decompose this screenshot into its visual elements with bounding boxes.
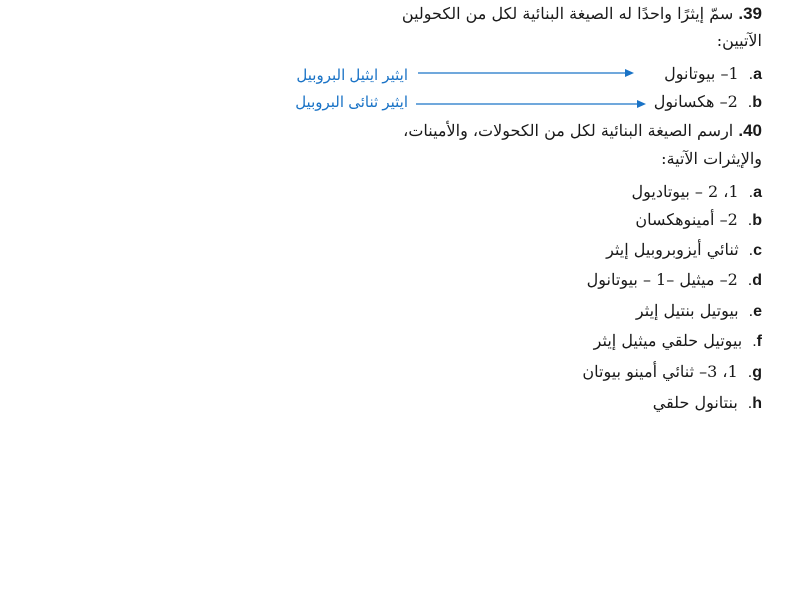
question-40-number: 40. [738,121,762,140]
q40-item-a-text: 1، 2 – بيوتاديول [631,182,739,201]
q39-item-a-letter: a. [748,66,762,83]
q40-item-b-letter: b. [747,212,762,229]
q40-item-e [636,301,762,321]
question-39-line-1 [402,4,762,24]
question-40-line-1 [403,121,762,141]
q40-item-g-letter: g. [747,364,762,381]
q40-item-a [632,182,763,202]
q39-answer-b: ايثير ثنائى البروبيل [295,94,408,111]
q39-item-b-text: 2– هكسانول [653,92,738,111]
q40-item-e-letter: e. [748,303,762,320]
q40-item-h-letter: h. [747,395,762,412]
q39-item-a [664,64,762,84]
question-39-number: 39. [738,4,762,23]
question-39-text: سمّ إيثرًا واحدًا له الصيغة البنائية لكل من الكحولين [401,4,734,23]
q40-item-h [653,393,762,413]
q39-answer-a: ايثير ايثيل البروبيل [296,67,408,84]
q40-item-f-text: بيوتيل حلقي ميثيل إيثر [593,331,743,350]
q40-item-d-text: 2– ميثيل –1 – بيوتانول [586,270,738,289]
q40-item-d-letter: d. [747,272,762,289]
answer-a-arrow-icon [418,67,638,79]
q40-item-g-text: 1، 3– ثنائي أمينو بيوتان [582,362,738,381]
q40-item-b-text: 2– أمينوهكسان [635,210,738,229]
q40-item-b [635,210,762,230]
q40-item-c-text: ثنائي أيزوبروبيل إيثر [606,240,739,259]
q39-item-b-letter: b. [747,94,762,111]
q39-item-a-text: 1– بيوتانول [664,64,739,83]
q40-item-h-text: بنتانول حلقي [652,393,738,412]
question-39-line-2: الآتيين: [716,31,762,50]
q40-item-g [582,362,762,382]
q40-item-f-letter: f. [752,333,762,350]
q40-item-e-text: بيوتيل بنتيل إيثر [635,301,739,320]
q40-item-f [594,331,762,351]
q40-item-c [606,240,762,260]
q40-item-a-letter: a. [748,184,762,201]
answer-b-arrow-icon [416,98,651,110]
q40-item-c-letter: c. [748,242,762,259]
question-40-text: ارسم الصيغة البنائية لكل من الكحولات، والأمينات، [403,121,734,140]
question-40-line-2: والإيثرات الآتية: [661,149,762,168]
q39-item-b [654,92,762,112]
q40-item-d [587,270,762,290]
